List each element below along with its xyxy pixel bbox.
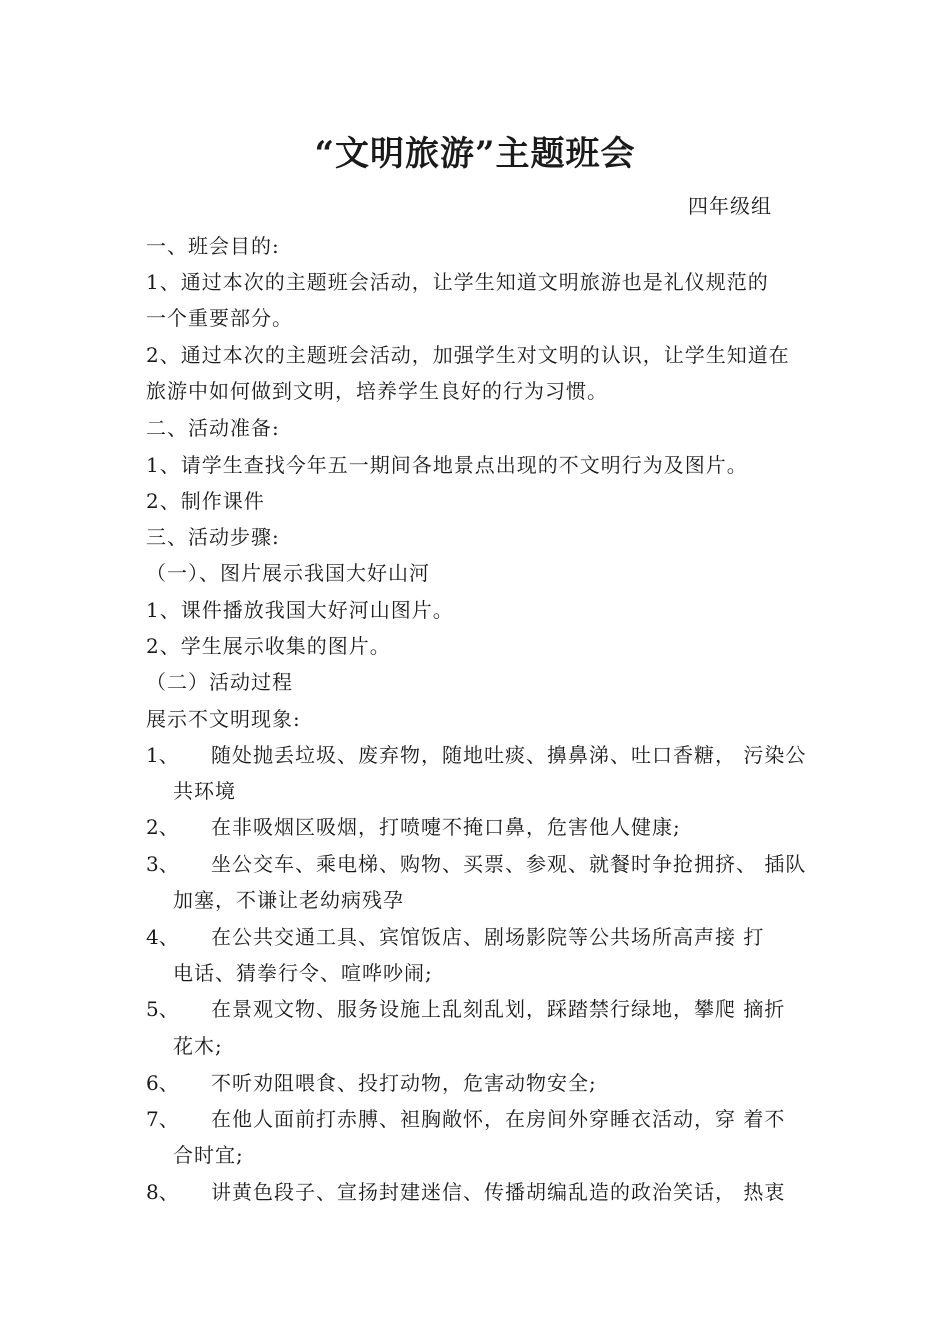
list-item-text: 在公共交通工具、宾馆饭店、剧场影院等公共场所高声接 打 (211, 925, 765, 949)
paragraph-line: 2、通过本次的主题班会活动，加强学生对文明的认识，让学生知道在 (146, 343, 790, 367)
list-item-continuation: 合时宜; (173, 1143, 244, 1167)
list-item-continuation: 加塞，不谦让老幼病残孕 (173, 888, 404, 912)
list-item-text: 在景观文物、服务设施上乱刻乱划，踩踏禁行绿地，攀爬 摘折 (211, 997, 786, 1021)
paragraph-line: 1、通过本次的主题班会活动，让学生知道文明旅游也是礼仪规范的 (146, 270, 769, 294)
list-item-continuation: 电话、猜拳行令、喧哗吵闹; (173, 961, 433, 985)
paragraph-line: 一个重要部分。 (146, 306, 293, 330)
section-heading: 三、活动步骤: (146, 525, 280, 549)
list-item-text: 讲黄色段子、宣扬封建迷信、传播胡编乱造的政治笑话， 热衷 (211, 1180, 786, 1204)
list-item-text: 在他人面前打赤膊、袒胸敞怀，在房间外穿睡衣活动，穿 着不 (211, 1107, 786, 1131)
list-item-text: 坐公交车、乘电梯、购物、买票、参观、就餐时争抢拥挤、 插队 (211, 852, 807, 876)
list-item-text: 不听劝阻喂食、投打动物，危害动物安全; (211, 1071, 597, 1095)
list-item-number: 8、 (146, 1180, 179, 1204)
paragraph-line: 1、请学生查找今年五一期间各地景点出现的不文明行为及图片。 (146, 453, 748, 477)
subsection-heading: （一）、图片展示我国大好山河 (146, 561, 430, 585)
list-item-number: 4、 (146, 925, 179, 949)
list-item-continuation: 花木; (173, 1034, 223, 1058)
list-item-number: 1、 (146, 743, 179, 767)
author-label: 四年级组 (688, 194, 772, 218)
list-item-number: 7、 (146, 1107, 179, 1131)
list-item-number: 2、 (146, 815, 179, 839)
paragraph-line: 1、课件播放我国大好河山图片。 (146, 598, 454, 622)
list-item-number: 6、 (146, 1071, 179, 1095)
paragraph-line: 旅游中如何做到文明，培养学生良好的行为习惯。 (146, 379, 608, 403)
list-item-text: 随处抛丢垃圾、废弃物，随地吐痰、擤鼻涕、吐口香糖， 污染公 (211, 743, 807, 767)
paragraph-line: 2、学生展示收集的图片。 (146, 634, 391, 658)
section-heading: 二、活动准备: (146, 416, 280, 440)
list-item-number: 3、 (146, 852, 179, 876)
paragraph-line: 展示不文明现象: (146, 707, 301, 731)
document-title: “文明旅游”主题班会 (314, 134, 636, 174)
paragraph-line: 2、制作课件 (146, 489, 265, 513)
subsection-heading: （二）活动过程 (146, 670, 293, 694)
list-item-number: 5、 (146, 997, 179, 1021)
section-heading: 一、班会目的: (146, 234, 280, 258)
list-item-text: 在非吸烟区吸烟，打喷嚏不掩口鼻，危害他人健康; (211, 815, 681, 839)
list-item-continuation: 共环境 (173, 779, 236, 803)
